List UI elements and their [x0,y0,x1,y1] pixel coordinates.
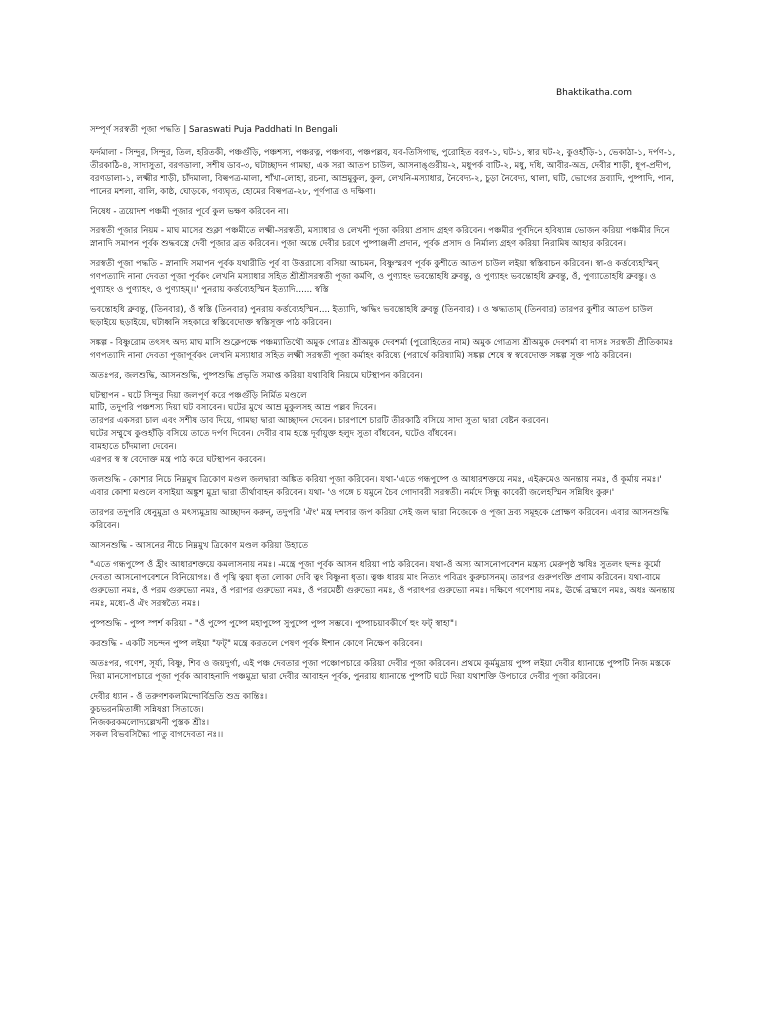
paragraph-sankalpa: সঙ্কল্প - বিষ্ণুরোম তৎসৎ অদ্য মাঘ মাসি শুক্লেপক্ষে পঞ্চম্যাতিথৌ অমুক গোত্রঃ শ্রীঅমুক দেবশর্মা (পুরোহিতের নাম) অমুক গোত্রস্য শ্রীঅমুক দেবশর্মা বা দাসঃ সরস্বতী প্রীতিকামঃ গণপত্যাদি নানা দেবতা পূজাপূর্বকং লেখনি মস্যাধার সহিত লক্ষ্মী সরস্বতী পূজা কর্মাহং করিষ্যে (পরার্থে করিষ্যামি) সঙ্কল্প শেষে স্ব স্ববেদোক্ত সঙ্কল্প সূক্ত পাঠ করিবেন। [90,337,674,361]
paragraph-dhyana [90,691,680,743]
paragraph-karashuddhi: করশুদ্ধি - একটি সচন্দন পুষ্প লইয়া "ফট্‌" মন্ত্রে করতলে পেষণ পূর্বক ঈশান কোণে নিক্ষেপ করিবেন। [90,639,423,649]
dhyana-line: নিজকরকমলোদ্যল্লেখনী পুস্তক শ্রীঃ। [90,717,210,728]
ghata-line: ঘটের সম্মুখে কুণ্ডহাঁড়ি বসিয়ে তাতে দর্পণ দিবেন। দেবীর বাম হস্তে দূর্বাযুক্ত হলুদ সুতা বাঁধবেন, ঘটেও বাঁধবেন। [90,429,457,440]
paragraph-jalashuddhi: জলশুদ্ধি - কোশার নিচে নিম্নমুখ ত্রিকোণ মণ্ডল জলদ্বারা অঙ্কিত করিয়া পূজা করিবেন। যথা-'এতে গন্ধপুষ্পে ও আধারশক্তয়ে নমঃ, এইক্রমেও অনন্তায় নমঃ, ওঁ কূর্মায় নমঃ।' এবার কোশা মণ্ডলে বসাইয়া অঙ্কুশ মুদ্রা দ্বারা তীর্থাবাহন করিবেন। যথা- 'ও গঙ্গে চ যমুনে চৈব গোদাবরী সরস্বতী। নর্মদে সিন্ধু কাবেরী জলেহস্মিন সন্নিধিং কুরু।' [90,474,662,498]
paragraph-rules: সরস্বতী পূজার নিয়ম - মাঘ মাসের শুক্লা পঞ্চমীতে লক্ষ্মী-সরস্বতী, মস্যাধার ও লেখনী পূজা করিয়া প্রসাদ গ্রহণ করিবেন। পঞ্চমীর পূর্বদিনে হবিষ্যান্ন ভোজন করিয়া পঞ্চমীর দিনে স্নানাদি সমাপন পূর্বক শুদ্ধবস্ত্রে দেবী পূজার ব্রত করিবেন। পূজা অন্তে দেবীর চরণে পুষ্পাঞ্জলী প্রদান, পূর্বক প্রসাদ ও নির্মাল্য গ্রহণ করিয়া নিরামিষ আহার করিবেন। [90,226,670,250]
paragraph-purification: অতঃপর, জলশুদ্ধি, আসনশুদ্ধি, পুষ্পশুদ্ধি প্রভৃতি সমাপ্ত করিয়া যথাবিধি নিয়মে ঘটস্থাপন করিবেন। [90,370,423,381]
paragraph-asana-mantra: "এতে গন্ধপুষ্পে ওঁ হ্রীং আধারশক্তয়ে কমলাসনায় নমঃ। -মন্ত্রে পূজা পূর্বক আসন ধরিয়া পাঠ করিবেন। যথা-ওঁ অস্য আসনোপবেশন মন্ত্রস্য মেরুপৃষ্ঠ ঋষিঃ সুতলং ছন্দঃ কূর্মো দেবতা আসনোপবেশনে বিনিয়োগঃ। ওঁ পৃথ্বি ত্বয়া ধৃতা লোকা দেবি ত্বং বিষ্ণুনা ধৃতা। ত্বঞ্চ ধারয় মাং নিত্যং পবিত্রং কুরুচাসনম্। তারপর গুরুপংক্তি প্রণাম করিবেন। যথা-বামে গুরুভ্যো নমঃ, ওঁ পরম গুরুভ্যো নমঃ, ওঁ পরাপর গুরুভ্যো নমঃ, ওঁ পরমেষ্ঠী গুরুভ্যো নমঃ, ওঁ পরাৎপর গুরুভ্যো নমঃ। দক্ষিণে গণেশায় নমঃ, ঊর্দ্ধে ব্রহ্মণে নমঃ, অধঃ অনন্তায় নমঃ, মধ্যে-ওঁ ঐং সরস্বত্যৈ নমঃ। [90,560,675,610]
ghata-line: ঘটস্থাপন - ঘটে সিন্দুর দিয়া জলপূর্ণ করে পঞ্চগুঁড়ি নির্মিত মণ্ডলে [90,390,307,401]
paragraph-ghata-sthapana [90,390,680,467]
site-name: Bhaktikatha.com [555,88,632,98]
dhyana-line: কুচভরনমিতাঙ্গী সন্নিষণ্ণা সিতাজে। [90,704,204,715]
document-title: সম্পূর্ণ সরস্বতী পূজা পদ্ধতি | Saraswati Puja Paddhati In Bengali [90,125,338,135]
paragraph-asanashuddhi: আসনশুদ্ধি - আসনের নীচে নিম্নমুখ ত্রিকোণ মণ্ডল করিয়া উহাতে [90,540,309,551]
document-body [90,124,680,749]
paragraph-svasti: ভবন্তোহধি ব্রুবন্তু, (তিনবার), ওঁ স্বস্তি (তিনবার) পুনরায় কর্ত্তব্যেহস্মিন.... ইত্যাদি, ঋদ্ধিং ভবন্তোহধি ব্রুবন্তু (তিনবার) । ও ঋদ্ধ্যতাম্ (তিনবার) তারপর কুশীর আতপ চাউল ছড়াইয়ে ছড়াইয়ে, ঘটাধ্বনি সহকারে স্বস্তিবেদোক্ত স্বস্তিসূক্ত পাঠ করিবেন। [90,304,653,328]
dhyana-line: দেবীর ধ্যান - ওঁ তরুণশকলমিন্দোর্বিভ্রতি শুভ্র কান্তিঃ। [90,691,268,702]
paragraph-prokshana: তারপর তদুপরি ধেনুমুদ্রা ও মৎস্যমুদ্রায় আচ্ছাদন করুন্, তদুপরি 'ঐং' মন্ত্র দশবার জপ করিয়া সেই জল দ্বারা নিজেকে ও পূজা দ্রব্য সমূহকে প্রোক্ষণ করিবেন। এবার আসনশুদ্ধি করিবেন। [90,507,669,531]
dhyana-line: সকল বিভবসিদ্ধ্যৈ পাতু বাগদেবতা নঃ।। [90,730,224,741]
ghata-line: মাটি, তদুপরি পঞ্চশস্য দিয়া ঘট বসাবেন। ঘটের মুখে আম্র মুকুলসহ আম্র পল্লব দিবেন। [90,403,377,414]
paragraph-pushpashuddhi: পুষ্পশুদ্ধি - পুষ্প স্পর্শ করিয়া - "ওঁ পুষ্পে পুষ্পে মহাপুষ্পে সুপুষ্পে পুষ্প সম্ভবে। পুষ্পাচয়াবকীর্ণে হুং ফট্‌ স্বাহা"। [90,619,458,630]
ghata-line: বামহাতে চাঁদমালা দেবেন। [90,442,177,453]
paragraph-ingredients: ফর্দমালা - সিন্দুর, সিন্দুর, তিল, হরিতকী, পঞ্চগুঁড়ি, পঞ্চশস্য, পঞ্চরত্ন, পঞ্চগব্য, পঞ্চপল্লব, যব-তিসিগাছ, পুরোহিত বরণ-১, ঘট-১, স্বার ঘট-২, কুওহাঁড়ি-১, ভেকাঠা-১, দর্পণ-১, তীরকাঠি-৪, সাদাসুতা, বরণডালা, সশীষ ডাব-৩, ঘটাচ্ছাদন গামছা, এক সরা আতপ চাউল, আসনাঙ্গুরীয়-২, মধুপর্ক বাটি-২, মধু, দধি, আবীর-অভ্র, দেবীর শাড়ী, ধূপ-প্রদীপ, বরণডালা-১, লক্ষ্মীর শাড়ী, চাঁদমালা, বিল্বপত্র-মালা, শাঁখা-লোহা, রচনা, আম্রমুকুল, কুল, লেখনি-মস্যাধার, নৈবেদ্য-২, চুড়া নৈবেদ্য, থালা, ঘটি, ভোগের দ্রব্যাদি, পুষ্পাদি, পান, পানের মশলা, বালি, কাষ্ঠ, ঘোড়কে, গব্যঘৃত, হোমের বিল্বপত্র-২৮, পূর্ণপাত্র ও দক্ষিণা। [90,147,676,197]
ghata-line: এরপর স্ব স্ব বেদোক্ত মন্ত্র পাঠ করে ঘটস্থাপন করবেন। [90,455,266,466]
paragraph-pancha-devata: অতঃপর, গণেশ, সূর্য্য, বিষ্ণু, শিব ও জয়দুর্গা, এই পঞ্চ দেবতার পূজা পঞ্চোপচারে করিয়া দেবীর পূজা করিবেন। প্রথমে কূর্মমুদ্রায় পুষ্প লইয়া দেবীর ধ্যানান্তে পুষ্পটি নিজ মস্তকে দিয়া মানসোপচারে পূজা পূর্বক আবাহনাদি পঞ্চমুদ্রা দ্বারা দেবীর আবাহন পূর্বক, পুনরায় ধ্যানান্তে পুষ্পটি ঘটে দিয়া যথাশক্তি উপচারে দেবীর পূজা করিবেন। [90,658,671,682]
paragraph-method: সরস্বতী পূজা পদ্ধতি - স্নানাদি সমাপন পূর্বক যথারীতি পূর্ব বা উত্তরাস্যে বসিয়া আচমন, বিষ্ণুস্মরণ পূর্বক কুশীতে আতপ চাউল লইয়া স্বস্তিবাচন করিবেন। স্বা-ও কর্ত্তব্যেহস্মিন্ গণপত্যাদি নানা দেবতা পূজা পূর্বকং লেখনি মস্যাধার সহিত শ্রীশ্রীসরস্বতী পূজা কর্মণি, ও পুণ্যাহং ভবন্তোহধি ব্রুবন্তু, ও পুণ্যাহং ভবন্তোহধি ব্রুবন্তু, ওঁ, পুণ্যাতোহধি ব্রুবন্তু। ও পুণ্যাহং ও পুণ্যাহং, ও পুণ্যাহম্।।' পুনরায় কর্ত্তব্যেহস্মিন ইত্যাদি...... স্বস্তি [90,259,659,296]
paragraph-prohibition: নিষেধ - ত্রয়োদশ পঞ্চমী পূজার পূর্বে কুল ভক্ষণ করিবেন না। [90,206,289,217]
ghata-line: তারপর একসরা চাল এবং সশীষ ডাব দিয়ে, গামছা দ্বারা আচ্ছাদন দেবেন। চারপাশে চারটি তীরকাঠি বসিয়ে সাদা সুতা দ্বারা বেষ্টন করবেন। [90,416,549,427]
